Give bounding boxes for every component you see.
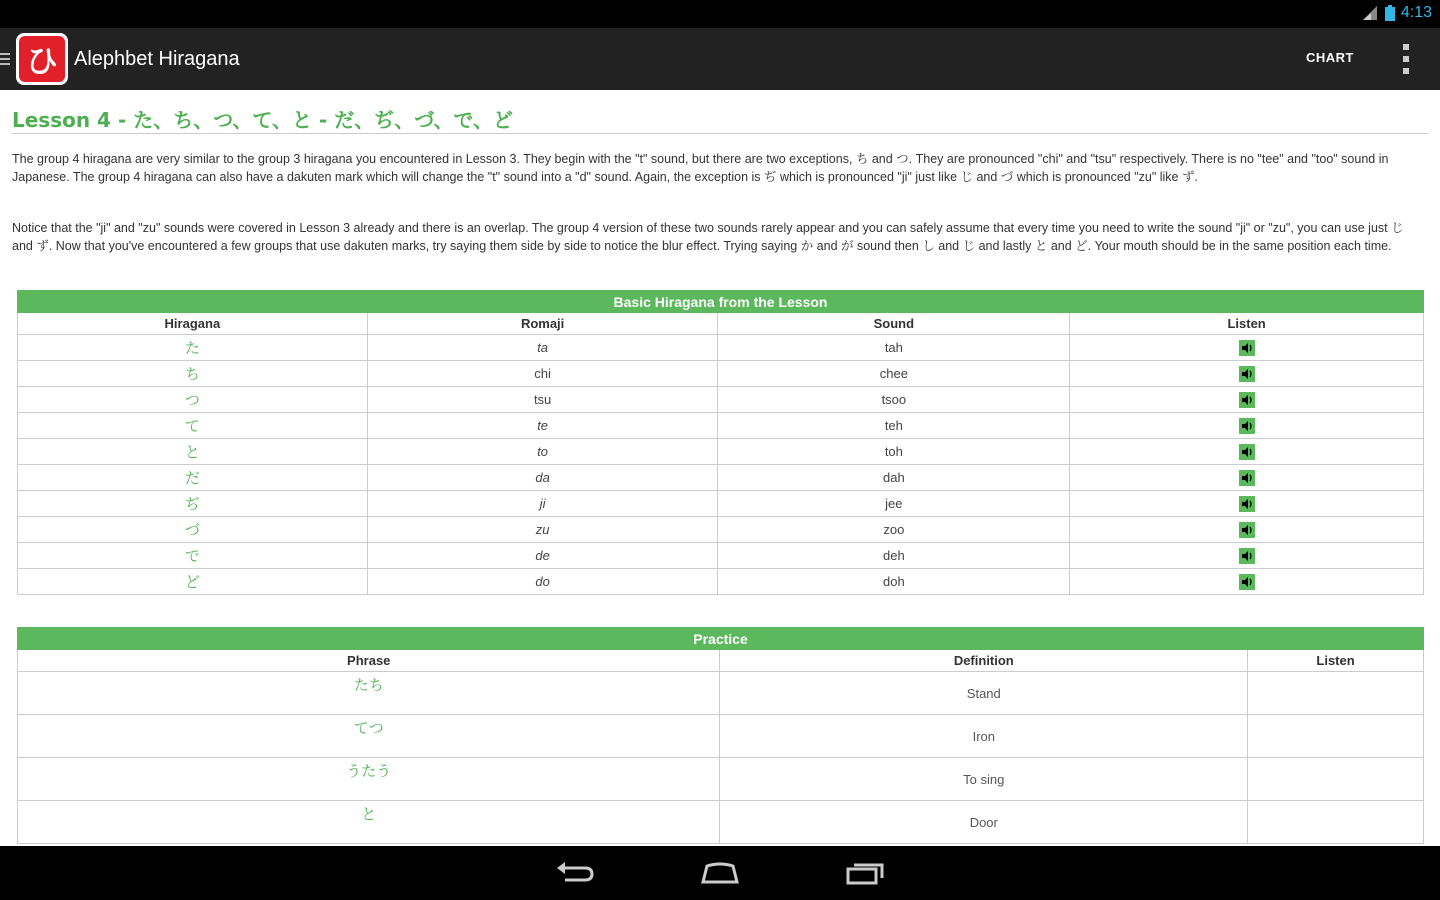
romaji-cell: de [367,543,718,569]
listen-cell [1070,465,1424,491]
romaji-cell: ji [367,491,718,517]
sound-cell: doh [718,569,1070,595]
speaker-icon[interactable] [1239,418,1255,434]
listen-cell [1248,801,1424,844]
hiragana-cell: だ [18,465,368,491]
recent-apps-icon[interactable] [844,860,886,886]
status-time: 4:13 [1400,4,1432,21]
basic-table-caption: Basic Hiragana from the Lesson [18,291,1424,313]
table-row [18,465,1424,491]
chart-button[interactable]: CHART [1306,50,1354,65]
table-row [18,801,1424,844]
table-row [18,387,1424,413]
app-logo[interactable] [16,33,68,85]
signal-icon [1361,5,1379,21]
hiragana-cell: で [18,543,368,569]
app-title: Alephbet Hiragana [74,47,240,70]
sound-cell: deh [718,543,1070,569]
speaker-icon[interactable] [1239,366,1255,382]
listen-cell [1070,413,1424,439]
phrase-cell: たち [18,672,720,715]
romaji-cell: te [367,413,718,439]
title-divider [12,133,1428,134]
sound-cell: tsoo [718,387,1070,413]
sound-cell: chee [718,361,1070,387]
table-row [18,413,1424,439]
navigation-bar [0,846,1440,900]
listen-cell [1070,569,1424,595]
hiragana-cell: つ [18,387,368,413]
sound-cell: jee [718,491,1070,517]
phrase-cell: と [18,801,720,844]
status-bar [0,0,1440,28]
table-row [18,672,1424,715]
hiragana-cell: づ [18,517,368,543]
listen-cell [1070,517,1424,543]
sound-cell: dah [718,465,1070,491]
column-header-sound: Sound [718,313,1070,335]
table-row [18,439,1424,465]
speaker-icon[interactable] [1239,392,1255,408]
hiragana-cell: て [18,413,368,439]
romaji-cell: ta [367,335,718,361]
listen-cell [1248,758,1424,801]
table-row [18,569,1424,595]
column-header-listen: Listen [1070,313,1424,335]
lesson-title: Lesson 4 - た、ち、つ、て、と - だ、ぢ、づ、で、ど [12,108,514,132]
definition-cell: Door [720,801,1248,844]
table-row [18,361,1424,387]
listen-cell [1070,491,1424,517]
hiragana-cell: と [18,439,368,465]
drawer-menu-icon[interactable] [0,28,12,90]
hiragana-cell: ぢ [18,491,368,517]
column-header-listen: Listen [1248,650,1424,672]
speaker-icon[interactable] [1239,496,1255,512]
action-bar [0,28,1440,90]
romaji-cell: zu [367,517,718,543]
sound-cell: zoo [718,517,1070,543]
table-row [18,758,1424,801]
phrase-cell: てつ [18,715,720,758]
sound-cell: teh [718,413,1070,439]
speaker-icon[interactable] [1239,548,1255,564]
listen-cell [1070,335,1424,361]
speaker-icon[interactable] [1239,574,1255,590]
phrase-cell: うたう [18,758,720,801]
practice-table [17,627,1424,844]
column-header-hiragana: Hiragana [18,313,368,335]
basic-hiragana-table [17,290,1424,595]
hiragana-cell: ち [18,361,368,387]
table-row [18,491,1424,517]
lesson-paragraph-1: The group 4 hiragana are very similar to the group 3 hiragana you encountered in Lesson 3. They begin with the "t" sound, but there are two exceptions, ち and つ. They are pronounced "chi" and "tsu" respectively. There is no "tee" and "too" sound in Japanese. The group 4 hiragana can also have a dakuten mark which will change the "t" sound into a "d" sound. Again, the exception is ぢ which is pronounced "ji" just like じ and づ which is pronounced "zu" like ず. [12,152,1389,184]
listen-cell [1248,715,1424,758]
speaker-icon[interactable] [1239,522,1255,538]
battery-icon [1385,5,1395,21]
column-header-romaji: Romaji [367,313,718,335]
column-header-definition: Definition [720,650,1248,672]
definition-cell: To sing [720,758,1248,801]
listen-cell [1070,543,1424,569]
definition-cell: Stand [720,672,1248,715]
lesson-paragraph-2: Notice that the "ji" and "zu" sounds were covered in Lesson 3 already and there is an overlap. The group 4 version of these two sounds rarely appear and you can safely assume that every time you need to write the sound "ji" or "zu", you can use just じ and ず. Now that you've encountered a few groups that use dakuten marks, try saying them side by side to notice the blur effect. Trying saying か and が sound then し and じ and lastly と and ど. Your mouth should be in the same position each time. [12,221,1404,253]
home-icon[interactable] [699,860,741,886]
table-row [18,715,1424,758]
speaker-icon[interactable] [1239,340,1255,356]
hiragana-cell: ど [18,569,368,595]
romaji-cell: tsu [367,387,718,413]
overflow-menu-icon[interactable] [1402,44,1410,74]
speaker-icon[interactable] [1239,470,1255,486]
definition-cell: Iron [720,715,1248,758]
romaji-cell: chi [367,361,718,387]
table-row [18,335,1424,361]
listen-cell [1070,387,1424,413]
listen-cell [1070,361,1424,387]
lesson-content[interactable] [0,90,1440,846]
app-logo-glyph: ひ [19,36,65,82]
sound-cell: tah [718,335,1070,361]
listen-cell [1070,439,1424,465]
romaji-cell: do [367,569,718,595]
romaji-cell: da [367,465,718,491]
table-row [18,543,1424,569]
sound-cell: toh [718,439,1070,465]
romaji-cell: to [367,439,718,465]
column-header-phrase: Phrase [18,650,720,672]
speaker-icon[interactable] [1239,444,1255,460]
listen-cell [1248,672,1424,715]
back-icon[interactable] [555,860,597,886]
table-row [18,517,1424,543]
hiragana-cell: た [18,335,368,361]
practice-table-caption: Practice [18,628,1424,650]
status-icons [1361,4,1432,22]
